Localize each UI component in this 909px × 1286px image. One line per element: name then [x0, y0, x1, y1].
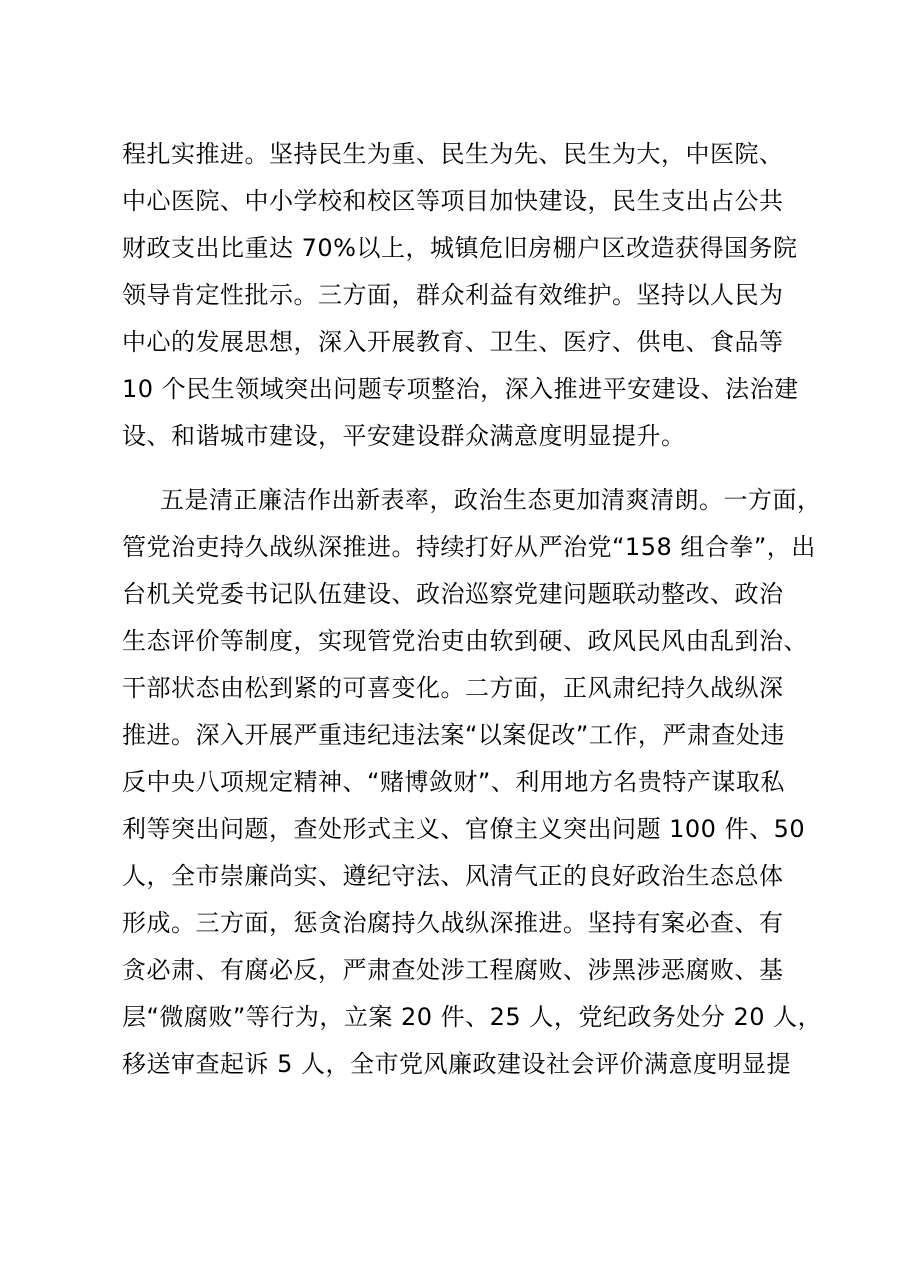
paragraph-2-line: 台机关党委书记队伍建设、政治巡察党建问题联动整改、政治	[122, 580, 784, 608]
paragraph-1-line: 财政支出比重达 70%以上，城镇危旧房棚户区改造获得国务院	[122, 234, 798, 262]
paragraph-1-line: 中心医院、中小学校和校区等项目加快建设，民生支出占公共	[122, 187, 784, 215]
paragraph-2-line: 贪必肃、有腐必反，严肃查处涉工程腐败、涉黑涉恶腐败、基	[122, 956, 784, 984]
paragraph-2-line: 层“微腐败”等行为，立案 20 件、25 人，党纪政务处分 20 人，	[122, 1003, 823, 1031]
paragraph-1-line: 设、和谐城市建设，平安建设群众满意度明显提升。	[122, 422, 686, 450]
paragraph-2-line: 人，全市崇廉尚实、遵纪守法、风清气正的良好政治生态总体	[122, 862, 784, 890]
paragraph-2-line: 推进。深入开展严重违纪违法案“以案促改”工作，严肃查处违	[122, 721, 785, 749]
paragraph-2-line: 管党治吏持久战纵深推进。持续打好从严治党“158 组合拳”，出	[122, 533, 816, 561]
paragraph-2-line: 利等突出问题，查处形式主义、官僚主义突出问题 100 件、50	[122, 815, 806, 843]
paragraph-2-line: 形成。三方面，惩贪治腐持久战纵深推进。坚持有案必查、有	[122, 909, 784, 937]
paragraph-1-line: 领导肯定性批示。三方面，群众利益有效维护。坚持以人民为	[122, 281, 784, 309]
paragraph-1-line: 10 个民生领域突出问题专项整治，深入推进平安建设、法治建	[122, 375, 799, 403]
paragraph-2-line: 五是清正廉洁作出新表率，政治生态更加清爽清朗。一方面，	[160, 486, 822, 514]
paragraph-1-line: 中心的发展思想，深入开展教育、卫生、医疗、供电、食品等	[122, 328, 784, 356]
paragraph-2-line: 反中央八项规定精神、“赌博敛财”、利用地方名贵特产谋取私	[122, 768, 785, 796]
paragraph-1-line: 程扎实推进。坚持民生为重、民生为先、民生为大，中医院、	[122, 140, 784, 168]
paragraph-2-line: 移送审查起诉 5 人，全市党风廉政建设社会评价满意度明显提	[122, 1050, 792, 1078]
paragraph-2-line: 干部状态由松到紧的可喜变化。二方面，正风肃纪持久战纵深	[122, 674, 784, 702]
paragraph-2-line: 生态评价等制度，实现管党治吏由软到硬、政风民风由乱到治、	[122, 627, 808, 655]
